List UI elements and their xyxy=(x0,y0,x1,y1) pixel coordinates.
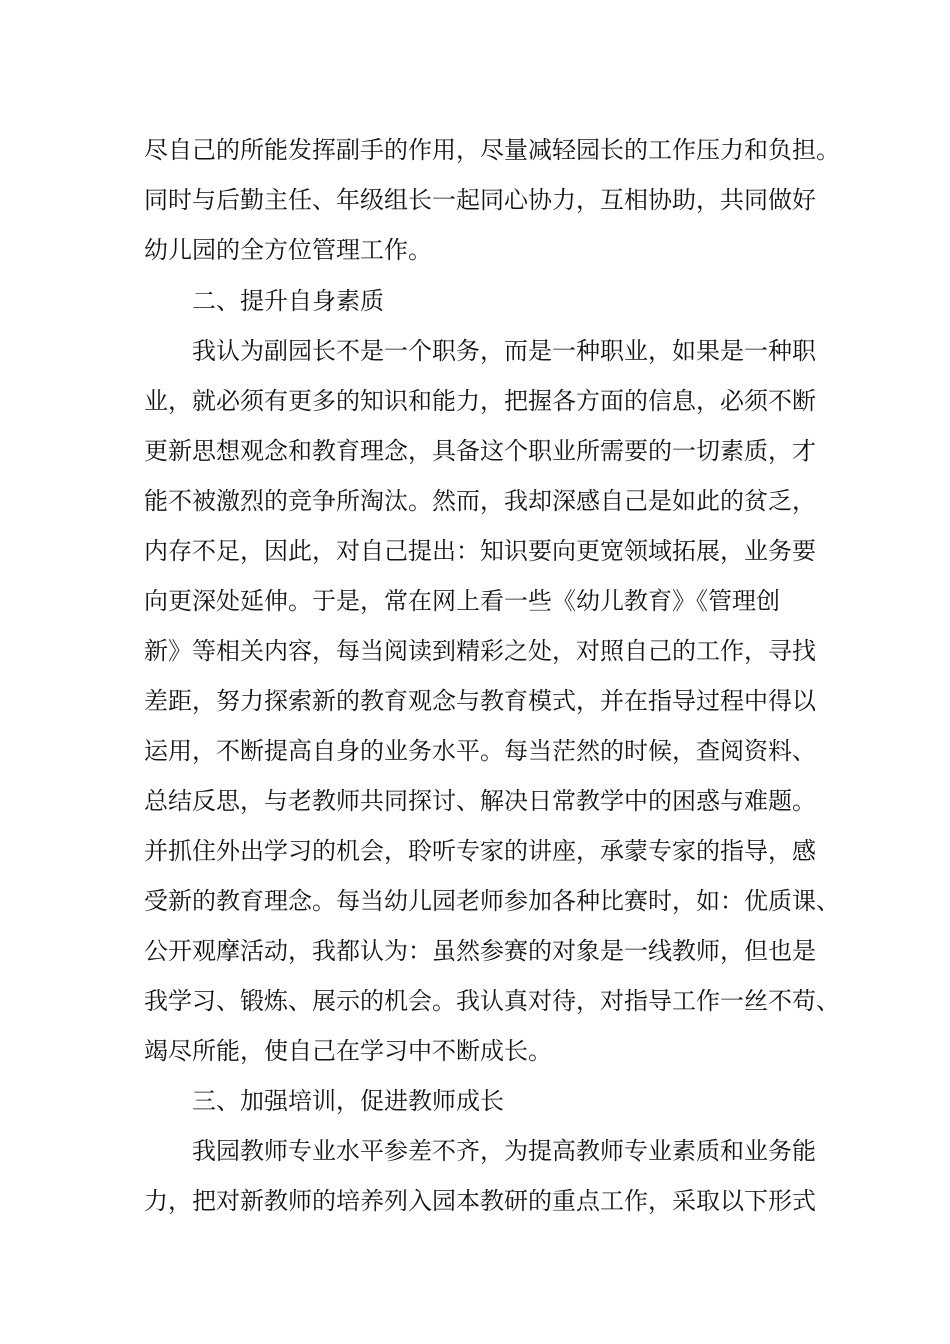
paragraph-line: 尽自己的所能发挥副手的作用，尽量减轻园长的工作压力和负担。 xyxy=(144,136,840,164)
paragraph-line: 我学习、锻炼、展示的机会。我认真对待，对指导工作一丝不苟、 xyxy=(144,987,840,1015)
paragraph-line: 公开观摩活动，我都认为：虽然参赛的对象是一线教师，但也是 xyxy=(144,937,816,965)
paragraph-line: 新》等相关内容，每当阅读到精彩之处，对照自己的工作，寻找 xyxy=(144,637,816,665)
paragraph-line: 竭尽所能，使自己在学习中不断成长。 xyxy=(144,1037,552,1065)
paragraph-line: 力，把对新教师的培养列入园本教研的重点工作，采取以下形式 xyxy=(144,1187,816,1215)
paragraph-line: 同时与后勤主任、年级组长一起同心协力，互相协助，共同做好 xyxy=(144,186,816,214)
paragraph-line: 总结反思，与老教师共同探讨、解决日常教学中的困惑与难题。 xyxy=(144,787,816,815)
paragraph-line: 更新思想观念和教育理念，具备这个职业所需要的一切素质，才 xyxy=(144,437,816,465)
paragraph-line: 运用，不断提高自身的业务水平。每当茫然的时候，查阅资料、 xyxy=(144,737,816,765)
paragraph-line: 差距，努力探索新的教育观念与教育模式，并在指导过程中得以 xyxy=(144,687,816,715)
section-heading: 二、提升自身素质 xyxy=(192,287,384,315)
paragraph-line: 我园教师专业水平参差不齐，为提高教师专业素质和业务能 xyxy=(192,1137,816,1165)
paragraph-line: 能不被激烈的竞争所淘汰。然而，我却深感自己是如此的贫乏， xyxy=(144,487,816,515)
paragraph-line: 我认为副园长不是一个职务，而是一种职业，如果是一种职 xyxy=(192,337,816,365)
paragraph-line: 业，就必须有更多的知识和能力，把握各方面的信息，必须不断 xyxy=(144,387,816,415)
section-heading: 三、加强培训，促进教师成长 xyxy=(192,1087,504,1115)
paragraph-line: 并抓住外出学习的机会，聆听专家的讲座，承蒙专家的指导，感 xyxy=(144,837,816,865)
paragraph-line: 内存不足，因此，对自己提出：知识要向更宽领域拓展，业务要 xyxy=(144,537,816,565)
paragraph-line: 向更深处延伸。于是，常在网上看一些《幼儿教育》《管理创 xyxy=(144,587,780,615)
paragraph-line: 幼儿园的全方位管理工作。 xyxy=(144,236,432,264)
paragraph-line: 受新的教育理念。每当幼儿园老师参加各种比赛时，如：优质课、 xyxy=(144,887,840,915)
